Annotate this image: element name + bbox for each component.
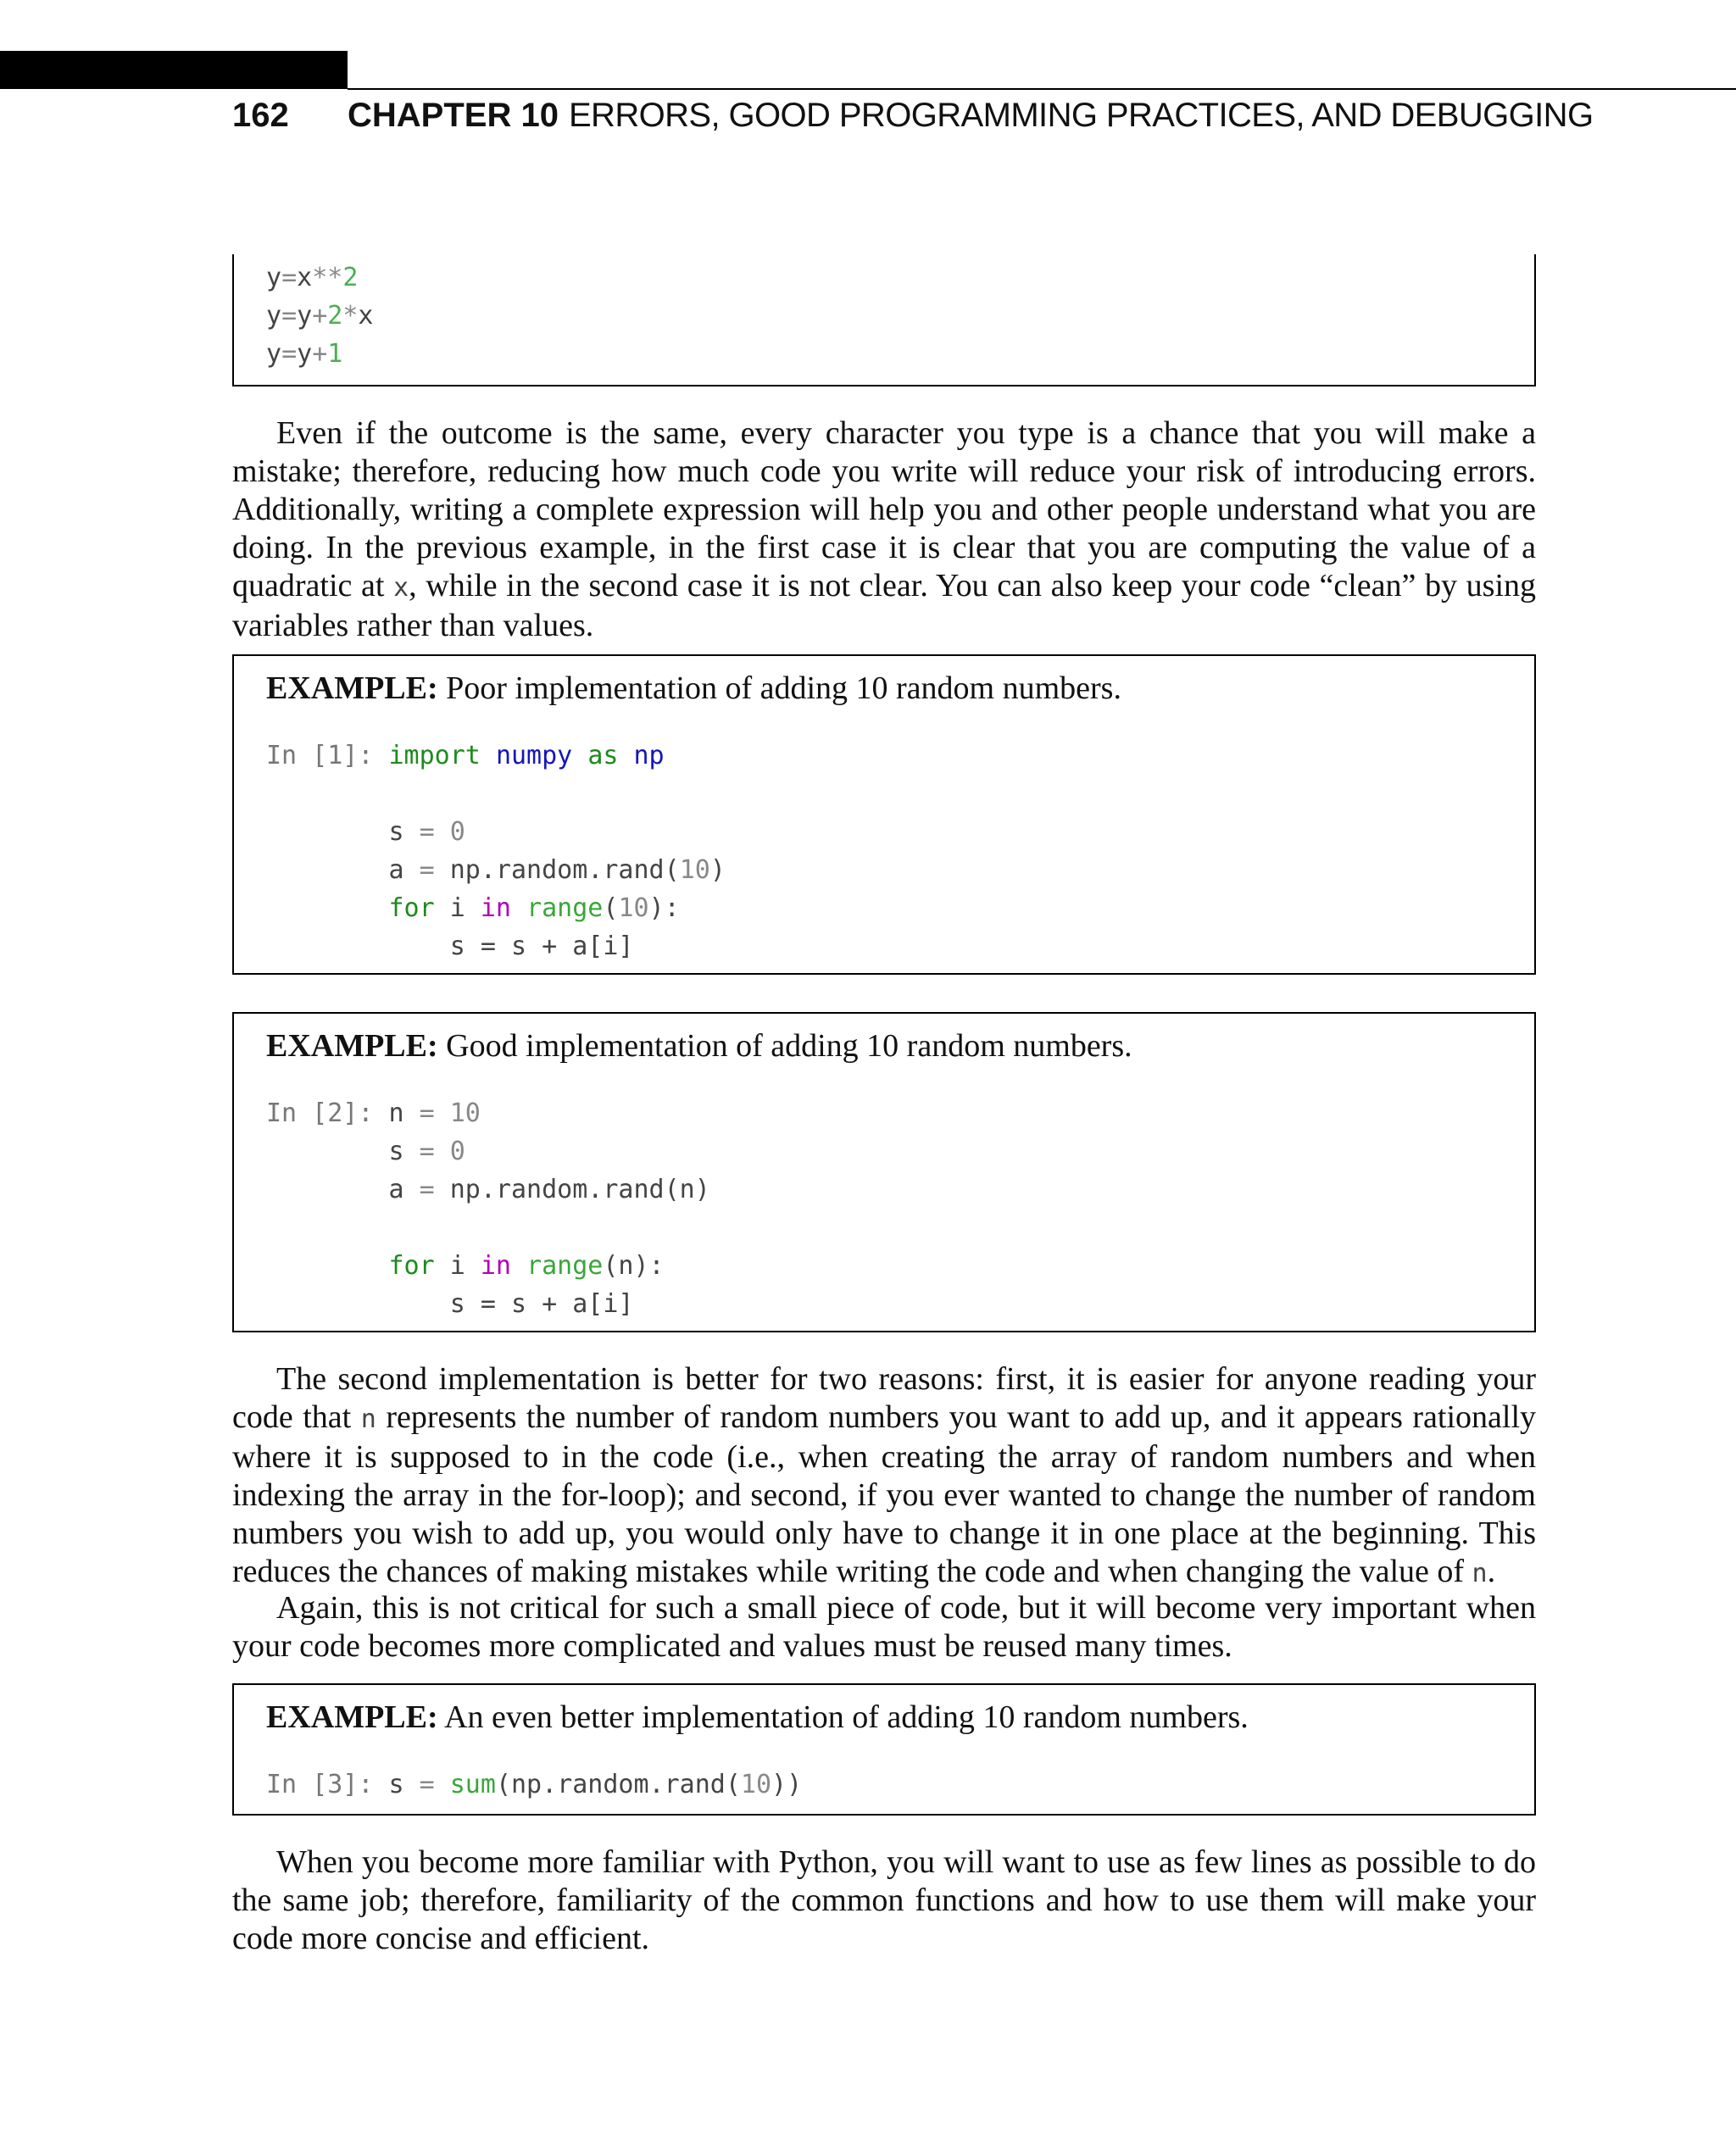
example-2-code: In [2]: n = 10 s = 0 a = np.random.rand(n) for i in range(n): s = s + a[i]	[266, 1098, 710, 1319]
example-2-title: EXAMPLE: Good implementation of adding 10 random numbers.	[266, 1028, 1132, 1064]
page-number: 162	[232, 97, 289, 134]
example-1-title: EXAMPLE: Poor implementation of adding 10 random numbers.	[266, 670, 1121, 706]
paragraph-1: Even if the outcome is the same, every character you type is a chance that you will make a mistake; therefore, reducing how much code you write will reduce your risk of introducing errors. Additionally, writing a complete expression will help you and other people understand what you are doing. In the previous example, in the first case it is clear that you are computing the value of a quadratic at x, while in the second case it is not clear. You can also keep your code “clean” by using variables rather than values.	[232, 415, 1537, 643]
code-continuation: y=x**2 y=y+2*x y=y+1	[266, 263, 374, 369]
prompt-2: In [2]:	[266, 1098, 374, 1128]
paragraph-4: When you become more familiar with Python, you will want to use as few lines as possible to do the same job; therefore, familiarity of the common functions and how to use them will make your code more concise and efficient.	[232, 1844, 1536, 1956]
code-box-continuation	[232, 254, 1536, 386]
paragraph-2: The second implementation is better for two reasons: first, it is easier for anyone reading your code that n represents the number of random numbers you want to add up, and it appears rationally where it is supposed to in the code (i.e., when creating the array of random numbers and when indexing the array in the for-loop); and second, if you ever wanted to change the number of random numbers you wish to add up, you would only have to change it in one place at the beginning. This reduces the chances of making mistakes while writing the code and when changing the value of n.	[232, 1361, 1537, 1589]
example-box-3	[232, 1683, 1536, 1816]
example-box-2	[232, 1012, 1536, 1332]
running-header	[232, 90, 1593, 141]
inline-code-n-2: n	[1472, 1559, 1488, 1588]
example-3-code: In [3]: s = sum(np.random.rand(10))	[266, 1770, 803, 1799]
example-3-title: EXAMPLE: An even better implementation of adding 10 random numbers.	[266, 1699, 1249, 1735]
paragraph-3: Again, this is not critical for such a small piece of code, but it will become very important when your code becomes more complicated and values must be reused many times.	[232, 1590, 1536, 1664]
inline-code-x: x	[393, 573, 409, 603]
header-black-bar	[0, 51, 348, 89]
example-box-1	[232, 654, 1536, 975]
chapter-title: ERRORS, GOOD PROGRAMMING PRACTICES, AND DEBUGGING	[568, 97, 1594, 134]
prompt-3: In [3]:	[266, 1770, 374, 1799]
example-1-code: In [1]: import numpy as np s = 0 a = np.random.rand(10) for i in range(10): s = s + a[i]	[266, 741, 726, 961]
prompt-1: In [1]:	[266, 741, 374, 770]
inline-code-n: n	[360, 1404, 376, 1434]
chapter-label: CHAPTER 10	[348, 97, 559, 134]
